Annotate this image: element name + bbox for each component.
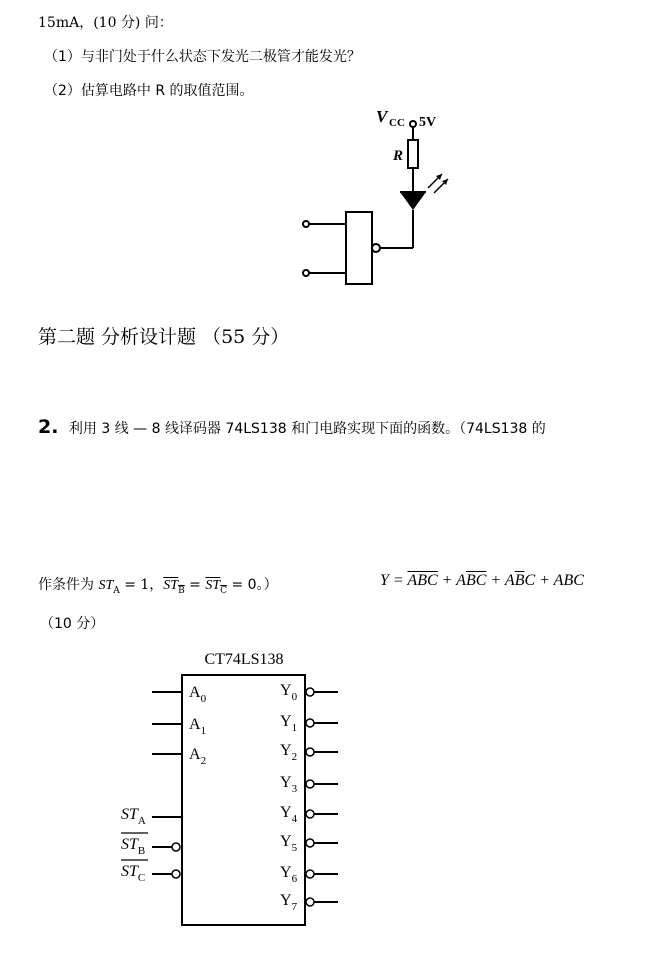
intro-line: 15mA，(10 分) 问： [38, 15, 173, 31]
output-pin-label: $Y_5$ [280, 833, 298, 854]
points-label: （10 分） [40, 616, 105, 632]
question-2: （2）估算电路中 R 的取值范围。 [44, 83, 254, 99]
function-formula: $Y = \overline{A}\overline{B}\overline{C} + A\overline{B}\overline{C} + A\overline{B}C$ + ABC [380, 572, 584, 589]
enable-pin-bubble [172, 870, 180, 878]
output-pin-bubble [306, 898, 314, 906]
problem-number: 2. [38, 416, 59, 438]
resistor-label: R [393, 148, 404, 164]
output-pin-label: $Y_1$ [280, 713, 298, 734]
output-pin-label: $Y_2$ [280, 742, 298, 763]
output-pin-bubble [306, 688, 314, 696]
output-pin-label: $Y_6$ [280, 864, 298, 885]
output-pin-label: $Y_7$ [280, 892, 298, 913]
input-pin-label: $A_2$ [189, 746, 207, 767]
input-pin-label: $A_0$ [189, 684, 207, 705]
problem-text: 利用 3 线 — 8 线译码器 74LS138 和门电路实现下面的函数。（74LS138 的 [68, 421, 546, 437]
output-pin-bubble [306, 839, 314, 847]
output-pin-bubble [306, 780, 314, 788]
vcc-sub: CC [389, 117, 405, 129]
vcc-label: V [376, 107, 388, 126]
output-pin-label: $Y_0$ [280, 682, 298, 703]
condition-line: 作条件为 $ST_A = 1$，$ST_B = ST_C = 0$。） [38, 577, 278, 596]
voltage-label: 5V [419, 115, 437, 130]
enable-pin-label: $ST_A$ [121, 806, 146, 827]
enable-pin-label: $ST_B$ [121, 836, 146, 857]
output-pin-bubble [306, 719, 314, 727]
enable-pin-bubble [172, 843, 180, 851]
decoder-title: CT74LS138 [204, 651, 284, 668]
enable-pin-label: $ST_C$ [121, 863, 146, 884]
output-pin-bubble [306, 748, 314, 756]
output-pin-label: $Y_3$ [280, 774, 298, 795]
section-heading: 第二题 分析设计题 （55 分） [38, 326, 290, 348]
input-pin-label: $A_1$ [189, 716, 207, 737]
output-pin-bubble [306, 810, 314, 818]
question-1: （1）与非门处于什么状态下发光二极管才能发光？ [44, 49, 361, 65]
output-pin-bubble [306, 870, 314, 878]
output-pin-label: $Y_4$ [280, 804, 298, 825]
